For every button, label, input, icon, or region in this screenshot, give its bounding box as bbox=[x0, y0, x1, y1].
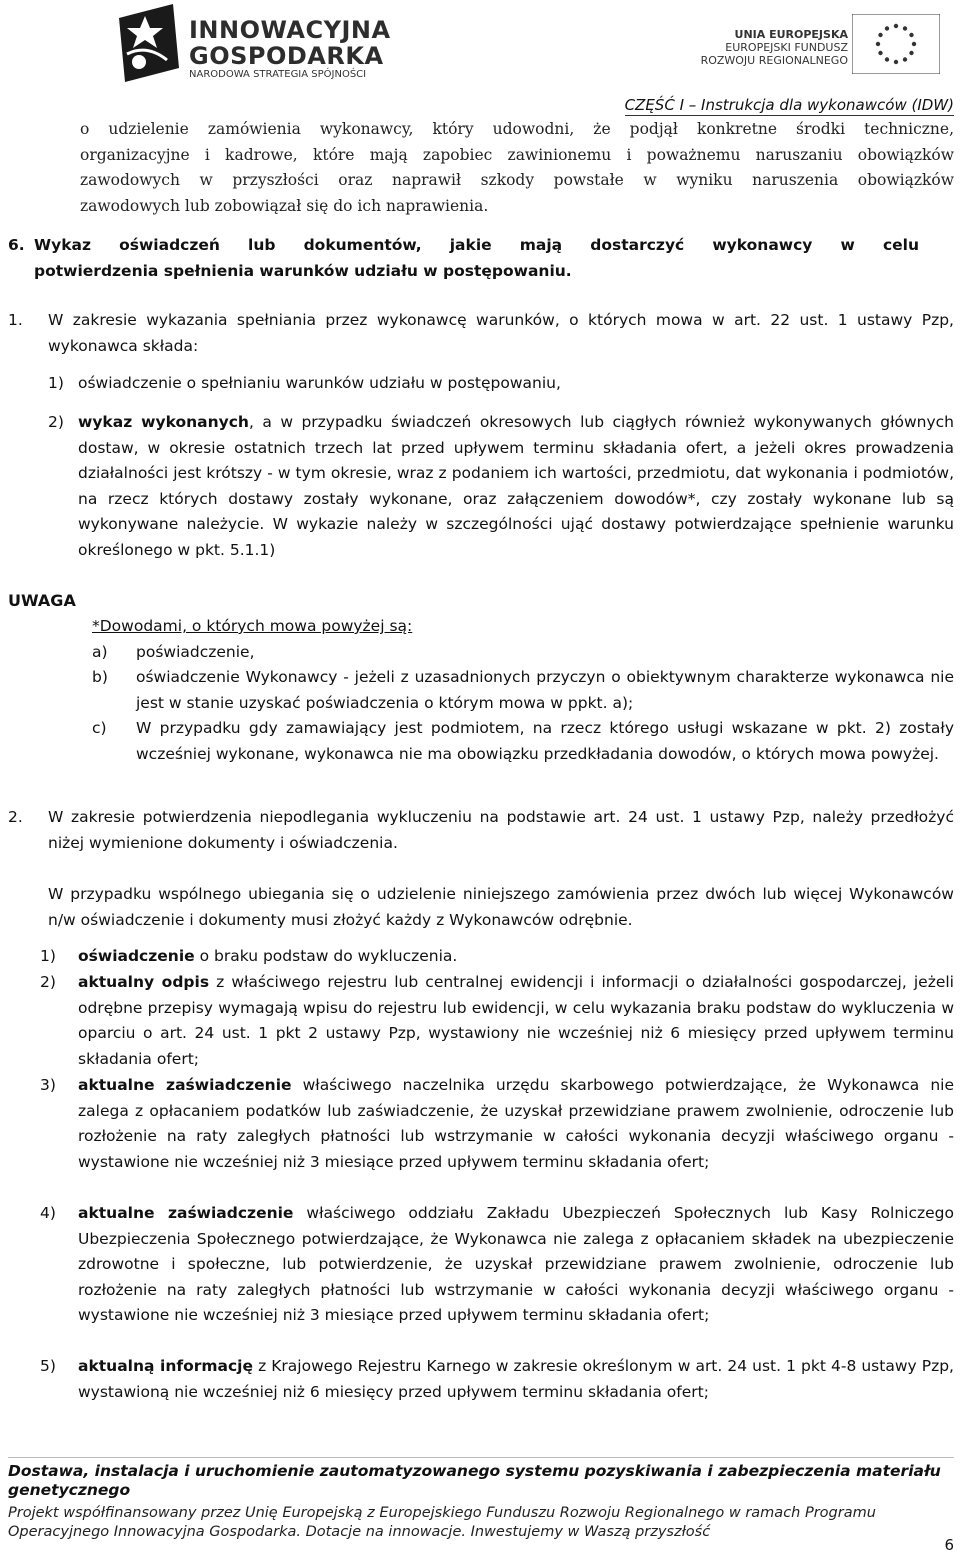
section-heading-line: potwierdzenia spełnienia warunków udziału w postępowaniu. bbox=[34, 261, 572, 280]
uwaga-letter: c) bbox=[92, 719, 107, 737]
footer-divider bbox=[8, 1457, 954, 1458]
point1-item2: wykaz wykonanych, a w przypadku świadczeń okresowych lub ciągłych również wykonywanych głównych dostaw, w okresie ostatnich trzech lat przed upływem terminu składania ofert, a jeżeli okres prowadzenia działalności jest krótszy - w tym okresie, wraz z podaniem ich wartości, przedmiotu, dat wykonania i podmiotów, na rzecz których dostawy zostały wykonane, oraz załączeniem dowodów*, czy zostały wykonane lub są wykonywane należycie. W wykazie należy w szczególności ująć dostawy potwierdzające spełnienie warunku określonego w pkt. 5.1.1) bbox=[78, 413, 954, 559]
intro-line: zawodowych lub zobowiązał się do ich naprawienia. bbox=[80, 196, 489, 215]
point2-text: W zakresie potwierdzenia niepodlegania wykluczeniu na podstawie art. 24 ust. 1 ustawy Pzp, należy przedłożyć niżej wymienione dokumenty i oświadczenia. bbox=[48, 808, 954, 852]
item-number: 4) bbox=[40, 1204, 56, 1222]
point2-item2: aktualny odpis z właściwego rejestru lub centralnej ewidencji i informacji o działalności gospodarczej, jeżeli odrębne przepisy wymagają wpisu do rejestru lub ewidencji, w celu wykazania braku podstaw do wykluczenia w oparciu o art. 24 ust. 1 pkt 2 ustawy Pzp, wystawiony nie wcześniej niż 6 miesięcy przed upływem terminu składania ofert; bbox=[78, 973, 954, 1068]
ig-emblem-icon bbox=[117, 4, 181, 82]
point2-item1: oświadczenie o braku podstaw do wykluczenia. bbox=[78, 947, 458, 965]
section-number: 6. bbox=[8, 236, 25, 254]
intro-line: o udzielenie zamówienia wykonawcy, który udowodni, że podjął konkretne środki techniczne, bbox=[80, 120, 954, 138]
ig-title-line1: INNOWACYJNA bbox=[189, 16, 391, 44]
uwaga-label: UWAGA bbox=[8, 591, 76, 610]
item-number: 1) bbox=[40, 947, 56, 965]
eu-line3: ROZWOJU REGIONALNEGO bbox=[700, 54, 848, 67]
eu-line1: UNIA EUROPEJSKA bbox=[734, 28, 848, 41]
uwaga-item-a: poświadczenie, bbox=[136, 643, 255, 661]
intro-paragraph bbox=[80, 117, 954, 219]
eu-logo bbox=[660, 14, 948, 74]
eu-line2: EUROPEJSKI FUNDUSZ bbox=[725, 41, 848, 54]
uwaga-item-b: oświadczenie Wykonawcy - jeżeli z uzasadnionych przyczyn o obiektywnym charakterze wykonawca nie jest w stanie uzyskać poświadczenia o którym mowa w ppkt. a); bbox=[136, 668, 954, 712]
point1-text: W zakresie wykazania spełniania przez wykonawcę warunków, o których mowa w art. 22 ust. 1 ustawy Pzp, wykonawca składa: bbox=[48, 311, 954, 355]
uwaga-letter: b) bbox=[92, 668, 108, 686]
point2-item3: aktualne zaświadczenie właściwego naczelnika urzędu skarbowego potwierdzające, że Wykonawca nie zalega z opłacaniem podatków lub zaświadczenie, że uzyskał przewidziane prawem zwolnienie, odroczenie lub rozłożenie na raty zaległych płatności lub wstrzymanie w całości wykonania decyzji właściwego organu - wystawione nie wcześniej niż 3 miesiące przed upływem terminu składania ofert; bbox=[78, 1076, 955, 1171]
ig-title-line2: GOSPODARKA bbox=[189, 42, 384, 70]
uwaga-heading: *Dowodami, o których mowa powyżej są: bbox=[92, 617, 413, 635]
item-number: 2) bbox=[40, 973, 56, 991]
intro-line: zawodowych w przyszłości oraz naprawił szkody powstałe w wyniku naruszenia obowiązków bbox=[80, 171, 954, 189]
point-number: 2. bbox=[8, 808, 23, 826]
item-number: 3) bbox=[40, 1076, 56, 1094]
item-number: 5) bbox=[40, 1357, 56, 1375]
page-number: 6 bbox=[944, 1536, 954, 1554]
point2-item5: aktualną informację z Krajowego Rejestru Karnego w zakresie określonym w art. 24 ust. 1 pkt 4-8 ustawy Pzp, wystawioną nie wcześniej niż 6 miesięcy przed upływem terminu składania ofert; bbox=[78, 1357, 954, 1401]
point1-item1: oświadczenie o spełnianiu warunków udziału w postępowaniu, bbox=[78, 374, 561, 392]
item-number: 2) bbox=[48, 413, 64, 431]
section-header: CZĘŚĆ I – Instrukcja dla wykonawców (IDW) bbox=[624, 96, 954, 114]
point-number: 1. bbox=[8, 311, 23, 329]
footer-funding: Projekt współfinansowany przez Unię Europejską z Europejskiego Funduszu Rozwoju Regionalnego w ramach Programu Operacyjnego Innowacyjna Gospodarka. Dotacje na innowacje. Inwestujemy w Waszą przyszłość bbox=[8, 1505, 876, 1540]
ig-subtitle: NARODOWA STRATEGIA SPÓJNOŚCI bbox=[189, 69, 367, 80]
footer-title: Dostawa, instalacja i uruchomienie zautomatyzowanego systemu pozyskiwania i zabezpieczenia materiału genetycznego bbox=[8, 1462, 941, 1499]
section-heading-line: Wykaz oświadczeń lub dokumentów, jakie mają dostarczyć wykonawcy w celu bbox=[34, 236, 919, 254]
point2-item4: aktualne zaświadczenie właściwego oddziału Zakładu Ubezpieczeń Społecznych lub Kasy Rolniczego Ubezpieczenia Społecznego potwierdzające, że Wykonawca nie zalega z opłacaniem składek na ubezpieczenie zdrowotne i społeczne, lub potwierdzenie, że uzyskał przewidziane prawem zwolnienie, odroczenie lub rozłożenie na raty zaległych płatności lub wstrzymanie w całości wykonania decyzji właściwego organu - wystawione nie wcześniej niż 3 miesiące przed upływem terminu składania ofert; bbox=[78, 1204, 954, 1324]
uwaga-letter: a) bbox=[92, 643, 108, 661]
innowacyjna-gospodarka-logo bbox=[117, 4, 391, 82]
item-number: 1) bbox=[48, 374, 64, 392]
intro-line: organizacyjne i kadrowe, które mają zapobiec zawinionemu i poważnemu naruszaniu obowiązków bbox=[80, 145, 954, 164]
eu-flag-icon bbox=[852, 14, 940, 74]
section-heading bbox=[34, 233, 919, 284]
uwaga-item-c: W przypadku gdy zamawiający jest podmiotem, na rzecz którego usługi wskazane w pkt. 2) zostały wcześniej wykonane, wykonawca nie ma obowiązku przedkładania dowodów, o których mowa powyżej. bbox=[136, 719, 954, 763]
point2-joint: W przypadku wspólnego ubiegania się o udzielenie niniejszego zamówienia przez dwóch lub więcej Wykonawców n/w oświadczenie i dokumenty musi złożyć każdy z Wykonawców odrębnie. bbox=[48, 885, 954, 929]
